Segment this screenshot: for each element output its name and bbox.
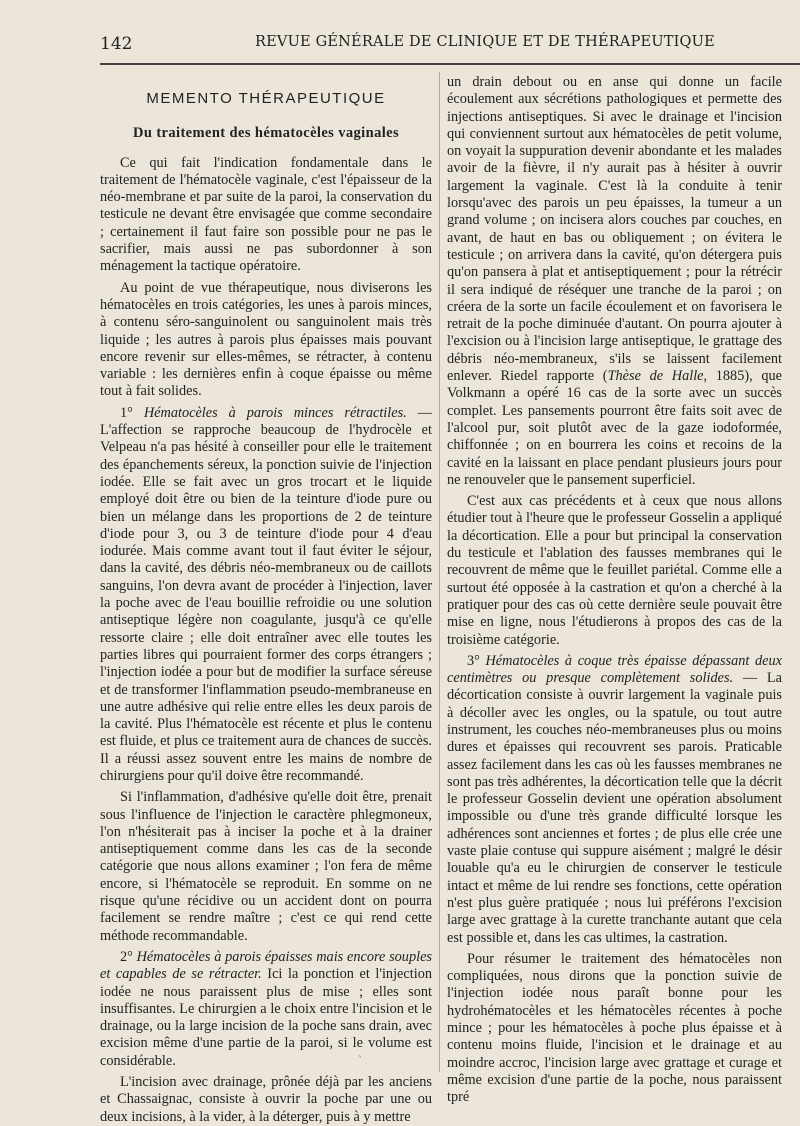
right-column (447, 74, 782, 1107)
paragraph: C'est aux cas précédents et à ceux que nous allons étudier tout à l'heure que le professeur Gosselin a appliqué la décortication. Elle a pour but principal la conservation du testicule et l'ablation des fausses membranes qui le recouvrent de même que le feuillet pariétal. Comme elle a surtout été opposée à la castration et qu'on a cherché à la pratiquer pour des cas où cette dernière seule pouvait être mise en ligne, nous l'étudierons à propos des cas de la troisième catégorie. (447, 493, 782, 648)
left-column (100, 74, 432, 1126)
paragraph: Au point de vue thérapeutique, nous diviserons les hématocèles en trois catégories, les unes à parois minces, à contenu séro-sanguinolent ou sanguinolent mais très liquide ; les autres à parois plus épaisses mais pouvant encore revenir sur elles-mêmes, se rétracter, à contenu variable : les dernières enfin à coque épaisse ou même tout à fait solides. (100, 279, 432, 400)
paragraph-number: 1° (120, 404, 144, 421)
footer-mark: ` (358, 1056, 363, 1067)
paragraph-text: Ici la ponction et l'injection iodée ne nous paraissent plus de mise ; elles sont insuffisantes. Le chirurgien a le choix entre l'incision et le drainage, ou la large incision de la poche sans drain, avec excision même d'une partie de la paroi, si le volume est considérable. (100, 966, 432, 1069)
header-rule (100, 63, 800, 65)
paragraph (447, 653, 782, 947)
column-divider (439, 72, 440, 1072)
running-title: REVUE GÉNÉRALE DE CLINIQUE ET DE THÉRAPEUTIQUE (255, 34, 715, 50)
citation: Thèse de Halle (607, 368, 704, 385)
paragraph-number: 3° (467, 652, 486, 669)
paragraph: Si l'inflammation, d'adhésive qu'elle doit être, prenait sous l'influence de l'injection le caractère phlegmoneux, l'on n'hésiterait pas à inciser la poche et à la drainer antiseptiquement comme dans les cas de la seconde catégorie que nous allons examiner ; l'on fera de même encore, si l'hématocèle se reproduit. En somme on ne risque qu'une récidive ou un accident dont on pourra facilement se rendre maître ; c'est ce qui rend cette méthode recommandable. (100, 789, 432, 944)
paragraph-text: — La décortication consiste à ouvrir largement la vaginale puis à décoller avec les ongles, ou la spatule, ou tout autre instrument, les couches néo-membraneuses plus ou moins dures et épaisses qui recouvrent ses parois. Praticable assez facilement dans les cas où les fausses membranes ne sont pas très adhérentes, la décortication telle que la décrit le professeur Gosselin devient une opération absolument impossible ou d'une très grande difficulté lorsque les adhérences sont anciennes et fortes ; de plus elle crée une vaste plaie contuse qui suppure aisément ; malgré le désir louable qu'a eu le chirurgien de conserver le testicule intact et même de lui rendre ses fonctions, cette opération n'est plus guère pratiquée ; nous lui préférons l'excision large avec grattage à la curette tranchante autant que cela est possible et, dans les cas ultimes, la castration. (447, 670, 782, 946)
paragraph (447, 74, 782, 489)
paragraph: Ce qui fait l'indication fondamentale dans le traitement de l'hématocèle vaginale, c'est l'épaisseur de la néo-membrane et par suite de la paroi, la conservation du testicule ne devant être envisagée que comme secondaire ; certainement il faut faire son possible pour ne pas le sacrifier, mais aussi ne pas subordonner à son ménagement la tactique opératoire. (100, 154, 432, 275)
paragraph-text: — L'affection se rapproche beaucoup de l'hydrocèle et Velpeau n'a pas hésité à conseiller pour elle le traitement des épanchements séreux, la ponction suivie de l'injection iodée. Elle se fait avec un gros trocart et le liquide employé doit être ou bien de la teinture d'iode pure ou bien un mélange dans les proportions de 2 de teinture d'iode pour 3, ou 3 de teinture d'iode pour 4 d'eau iodurée. Mais comme avant tout il faut éviter le séjour, dans la cavité, des débris néo-membraneux ou de caillots sanguins, l'on devra avant de procéder à l'injection, laver la poche avec de l'eau bouillie refroidie ou une solution antiseptique légère non coagulante, jusqu'à ce qu'elle ressorte claire ; elle doit entraîner avec elle toutes les parties libres qui pourraient former des corps étrangers ; l'injection iodée a pour but de modifier la surface séreuse et de transformer l'inflammation pseudo-membraneuse en une autre adhésive qui relie entre elles les deux parois de la cavité. Plus l'hématocèle est récente et plus le contenu est fluide, et plus ce traitement aura de chances de succès. Il a réussi assez souvent entre les mains de nombre de chirurgiens pour qu'il doive être recommandé. (100, 404, 432, 784)
paragraph (100, 405, 432, 786)
paragraph-text: un drain debout ou en anse qui donne un facile écoulement aux sécrétions pathologiques et permette des injections antiseptiques. Si avec le drainage et l'incision qui conviennent surtout aux hématocèles de petit volume, on voyait la suppuration devenir abondante et les malades avoir de la fièvre, il n'y aurait pas à hésiter à ouvrir largement la vaginale. C'est là la conduite à tenir lorsqu'avec des parois un peu épaisses, la tumeur a un grand volume ; on incisera alors couches par couches, en avant, de haut en bas ou obliquement ; on évitera le testicule ; on arrivera dans la cavité, qu'on détergera puis qu'on pansera à plat et antiseptiquement ; pour la rétrécir il sera indiqué de réséquer une tranche de la paroi ; on créera de la sorte un facile écoulement et on favorisera le retrait de la poche diminuée d'autant. On pourra ajouter à l'excision ou à l'incision large antiseptique, le grattage des débris néo-membraneux, s'ils se laissent facilement enlever. Riedel rapporte ( (447, 74, 782, 385)
category-heading: Hématocèles à parois minces rétractiles. (143, 404, 407, 421)
section-title: MEMENTO THÉRAPEUTIQUE (146, 90, 386, 107)
category-heading: Hématocèles à parois épaisses mais encore souples et capables de se rétracter. (100, 948, 432, 983)
page-header (0, 30, 800, 56)
paragraph: Pour résumer le traitement des hématocèles non compliquées, nous dirons que la ponction suivie de l'injection iodée nous paraît bonne pour les hydrohématocèles et les hématocèles récentes à poche mince ; pour les hématocèles à poche plus épaisse et à contenu moins fluide, l'incision et le drainage et au moindre accroc, l'incision large avec grattage et curage et même excision d'une partie de la poche, nous paraissent tpré (447, 950, 782, 1106)
page-number: 142 (100, 34, 133, 54)
paragraph-number: 2° (120, 948, 137, 965)
paragraph (100, 949, 432, 1070)
article-title: Du traitement des hématocèles vaginales (132, 125, 400, 142)
category-heading: Hématocèles à coque très épaisse dépassant deux centimètres ou presque complètement solides. (447, 652, 782, 687)
paragraph-text: , 1885), que Volkmann a opéré 16 cas de la sorte avec un succès complet. Les pansements pourront être faits soit avec de l'alcool pur, soit plutôt avec de la gaze iodoformée, chiffonnée ; on en bourrera les coins et recoins de la cavité en la laissant en place pendant plusieurs jours pour ne renouveler que le pansement superficiel. (447, 368, 782, 488)
paragraph: L'incision avec drainage, prônée déjà par les anciens et Chassaignac, consiste à ouvrir la poche par une ou deux incisions, à la vider, à la déterger, puis à y mettre (100, 1074, 432, 1125)
